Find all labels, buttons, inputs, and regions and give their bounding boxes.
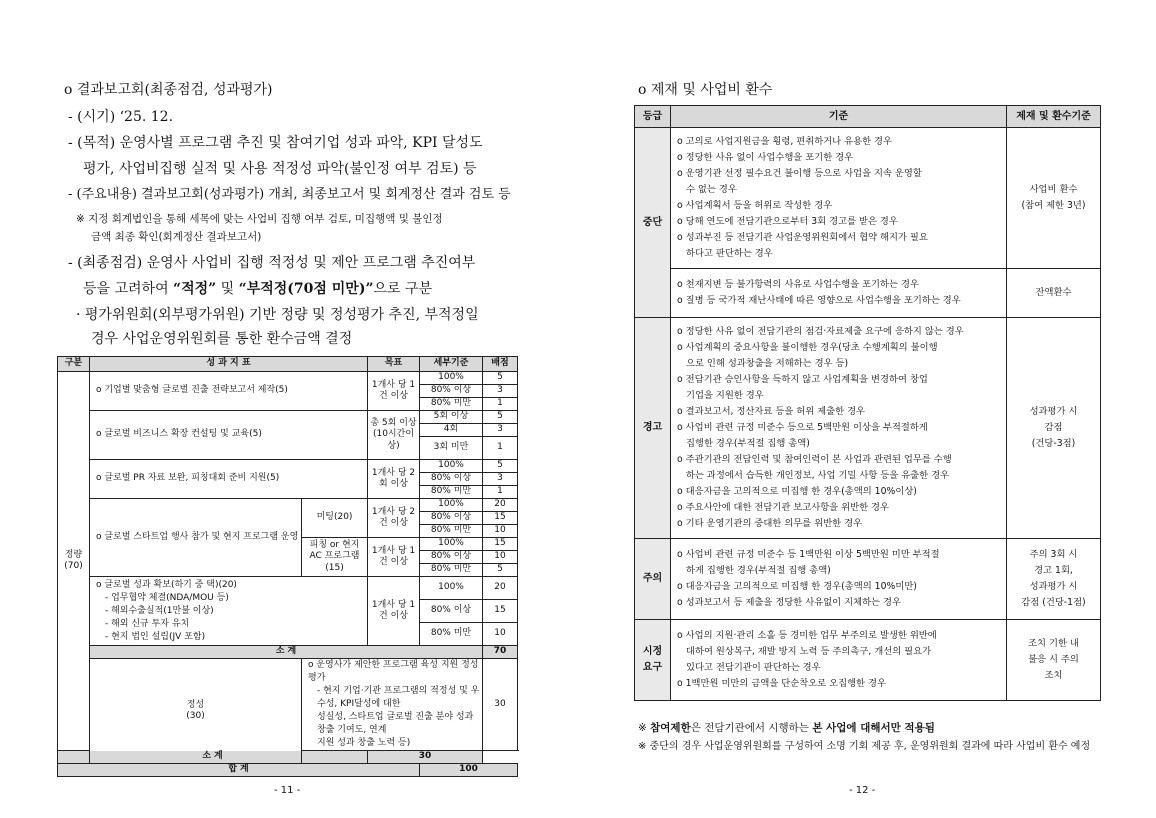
criteria: 80% 미만 — [420, 564, 483, 577]
final-check-text: 으로 구분 — [373, 281, 433, 297]
points: 1 — [483, 398, 518, 411]
note-bold: 참여제한 — [650, 722, 691, 734]
criteria-line: 있다고 전담기관이 판단하는 경우 — [686, 662, 821, 673]
points: 15 — [483, 512, 518, 525]
sanction-line: 감점 (건당-1점) — [1021, 597, 1086, 608]
col-header: 기준 — [671, 106, 1007, 128]
criteria-line: 기업을 지원한 경우 — [686, 390, 764, 401]
grade: 경고 — [635, 318, 671, 539]
indicator: o 글로벌 PR 자료 보완, 피칭대회 준비 지원(5) — [90, 460, 368, 499]
table-header-row — [58, 357, 518, 372]
points: 5 — [483, 411, 518, 424]
content-line: - (주요내용) 결과보고회(성과평가) 개최, 최종보고서 및 회계정산 결과 검토 등 — [68, 187, 511, 202]
eval-line-2: 경우 사업운영위원회를 통한 환수금액 결정 — [91, 331, 353, 347]
subtotal-label: 소 계 — [90, 646, 483, 659]
points: 30 — [483, 659, 518, 751]
criteria-line: o 운영기관 선정 필수요건 불이행 등으로 사업을 지속 운영할 — [677, 168, 922, 179]
purpose-line-2: 평가, 사업비집행 실적 및 사용 적정성 파악(불인정 여부 검토) 등 — [83, 161, 477, 177]
grade: 주의 — [635, 539, 671, 620]
category-label: 정량 — [64, 549, 83, 560]
quant-category — [58, 372, 90, 751]
criteria: 80% 이상 — [420, 600, 483, 623]
criteria-line: 하는 과정에서 습득한 개인정보, 사업 기밀 사항 등을 유출한 경우 — [686, 470, 950, 481]
criteria: 100% — [420, 460, 483, 473]
col-header: 등급 — [635, 106, 671, 128]
criteria-line: o 질병 등 국가적 재난사태에 따른 영향으로 사업수행을 포기하는 경우 — [677, 295, 961, 306]
criteria-line: o 고의로 사업지원금을 횡령, 편취하거나 유용한 경우 — [677, 136, 892, 147]
criteria: 80% 미만 — [420, 525, 483, 538]
target: 1개사 당 2건 이상 — [368, 499, 420, 538]
performance-indicator-table — [57, 356, 518, 777]
sanction-line: (참여 제한 3년) — [1021, 200, 1086, 211]
points: 15 — [483, 600, 518, 623]
criteria-line: o 사업계획의 중요사항을 불이행한 경우(당초 수행계획의 불이행 — [677, 342, 938, 353]
criteria-line: o 사업비 관련 규정 미준수 등 1백만원 이상 5백만원 미만 부적절 — [677, 549, 940, 560]
final-check-line-2 — [83, 279, 432, 299]
col-header: 배점 — [483, 357, 518, 372]
criteria-line: 하게 집행한 경우(부적절 집행 총액) — [686, 565, 831, 576]
criteria: 4회 — [420, 424, 483, 437]
category-label: 정성 — [186, 699, 205, 710]
subtotal-value: 70 — [483, 646, 518, 659]
category-score: (70) — [64, 561, 83, 571]
table-row — [635, 318, 1101, 539]
criteria: 5회 이상 — [420, 411, 483, 424]
criteria-line: o 기타 운영기관의 중대한 의무를 위반한 경우 — [677, 518, 863, 529]
criteria-cell — [671, 318, 1007, 539]
criteria-line: o 전담기관 승인사항을 득하지 않고 사업계획을 변경하여 창업 — [677, 374, 928, 385]
criteria-line: 집행한 경우(부적절 집행 총액) — [686, 438, 810, 449]
criteria-cell — [671, 128, 1007, 269]
note-suspension: ※ 중단의 경우 사업운영위원회를 구성하여 소명 기회 제공 후, 운영위원회 결과에 따라 사업비 환수 예정 — [638, 741, 1091, 752]
points: 5 — [483, 460, 518, 473]
page-number: - 11 - — [274, 785, 301, 796]
note-line-2: 금액 최종 확인(회계정산 결과보고서) — [91, 231, 262, 243]
points: 5 — [483, 564, 518, 577]
sanction-line: 조치 기한 내 — [1028, 638, 1079, 649]
qual-category — [90, 659, 302, 764]
indicator-line: 성실성, 스타트업 글로벌 진출 분야 성과 창출 기여도, 연계 — [317, 712, 474, 735]
final-check-adequate: “적정” — [173, 281, 217, 297]
sub-indicator: 미팅(20) — [302, 499, 368, 538]
indicator: o 기업별 맞춤형 글로벌 진출 전략보고서 제작(5) — [90, 372, 368, 411]
note-bold: 본 사업에 대해서만 적용됨 — [812, 722, 935, 734]
grade: 중단 — [635, 128, 671, 318]
col-header: 제재 및 환수기준 — [1007, 106, 1101, 128]
final-check-text: 등을 고려하여 — [83, 281, 174, 297]
col-header: 세부기준 — [420, 357, 483, 372]
criteria-cell — [671, 620, 1007, 701]
criteria-line: o 대응자금을 고의적으로 미집행 한 경우(총액의 10%미만) — [677, 581, 917, 592]
criteria: 3회 미만 — [420, 437, 483, 460]
sanction-line: 조치 — [1044, 670, 1063, 681]
page-number: - 12 - — [849, 785, 876, 796]
indicator — [90, 577, 368, 646]
points: 3 — [483, 424, 518, 437]
table-row — [635, 128, 1101, 269]
note-participation — [638, 720, 935, 736]
table-row — [635, 620, 1101, 701]
col-header: 성 과 지 표 — [90, 357, 368, 372]
criteria: 80% 미만 — [420, 623, 483, 646]
points: 10 — [483, 551, 518, 564]
sanction-line: 주의 3회 시 — [1029, 549, 1078, 560]
section-heading: o 결과보고회(최종점검, 성과평가) — [64, 82, 273, 98]
points: 3 — [483, 473, 518, 486]
criteria-line: o 주관기관의 전담인력 및 참여인력이 본 사업과 관련된 업무를 수행 — [677, 454, 952, 465]
indicator: o 글로벌 비즈니스 확장 컨설팅 및 교육(5) — [90, 411, 368, 460]
sub-indicator: 피칭 or 현지 AC 프로그램(15) — [302, 538, 368, 577]
criteria: 80% 이상 — [420, 512, 483, 525]
sanction-cell — [1007, 269, 1101, 318]
sanction-line: 감점 — [1044, 422, 1063, 433]
sanction-cell — [1007, 620, 1101, 701]
target: 1개사 당 2회 이상 — [368, 460, 420, 499]
section-heading: o 제재 및 사업비 환수 — [638, 82, 773, 98]
criteria-line: o 당해 연도에 전담기관으로부터 3회 경고를 받은 경우 — [677, 216, 898, 227]
criteria: 80% 이상 — [420, 473, 483, 486]
criteria-line: o 1백만원 미만의 금액을 단순착오로 오집행한 경우 — [677, 678, 886, 689]
grade: 시정 요구 — [635, 620, 671, 701]
purpose-line-1: - (목적) 운영사별 프로그램 추진 및 참여기업 성과 파악, KPI 달성도 — [68, 135, 483, 151]
indicator-line: - 현지 법인 설립(JV 포함) — [105, 631, 206, 642]
indicator-line: o 글로벌 성과 확보(하기 중 택)(20) — [96, 579, 237, 590]
sanction-line: 불응 시 주의 — [1028, 654, 1079, 665]
criteria: 100% — [420, 577, 483, 600]
points: 1 — [483, 437, 518, 460]
total-label: 합 계 — [58, 764, 420, 777]
criteria-line: o 성과보고서 등 제출을 정당한 사유없이 지체하는 경우 — [677, 597, 901, 608]
criteria-line: 하다고 판단하는 경우 — [686, 248, 773, 259]
col-header: 구분 — [58, 357, 90, 372]
sanction-line: (건당-3점) — [1031, 438, 1076, 449]
points: 5 — [483, 372, 518, 385]
indicator-line: - 해외 신규 투자 유치 — [105, 618, 190, 629]
sanction-line: 성과평가 시 — [1029, 581, 1078, 592]
sanction-cell — [1007, 539, 1101, 620]
criteria: 80% 이상 — [420, 551, 483, 564]
target: 1개사 당 1건 이상 — [368, 577, 420, 646]
criteria-line: o 사업의 지원·관리 소홀 등 경미한 업무 부주의로 발생한 위반에 — [677, 630, 937, 641]
indicator-line: 지원 성과 창출 노력 등) — [317, 738, 411, 748]
criteria-line: o 천재지변 등 불가항력의 사유로 사업수행을 포기하는 경우 — [677, 279, 919, 290]
points: 3 — [483, 385, 518, 398]
sanction-line: 잔액환수 — [1035, 287, 1072, 298]
sanction-line: 성과평가 시 — [1029, 406, 1078, 417]
note-text: 은 전담기관에서 시행하는 — [690, 722, 813, 734]
criteria-line: o 사업계획서 등을 허위로 작성한 경우 — [677, 200, 833, 211]
final-check-inadequate: “부적정(70점 미만)” — [238, 281, 374, 297]
criteria-line: 수 없는 경우 — [686, 184, 737, 195]
subtotal-value: 30 — [368, 751, 483, 764]
points: 10 — [483, 623, 518, 646]
sanction-line: 경고 1회, — [1034, 565, 1073, 576]
criteria-line: 대하여 원상복구, 재발 방지 노력 등 주의촉구, 개선의 필요가 — [686, 646, 932, 657]
qual-indicator — [302, 659, 483, 751]
criteria: 100% — [420, 538, 483, 551]
final-check-text: 및 — [216, 281, 239, 297]
sanction-line: 사업비 환수 — [1029, 184, 1078, 195]
indicator-line: - 업무협약 체결(NDA/MOU 등) — [105, 592, 229, 603]
criteria: 100% — [420, 499, 483, 512]
target: 1개사 당 1건 이상 — [368, 538, 420, 577]
criteria-line: 으로 인해 성과창출을 저해하는 경우 등) — [686, 358, 849, 369]
subtotal-label: 소 계 — [58, 751, 368, 764]
indicator-line: o 운영사가 제안한 프로그램 육성 지원 정성평가 — [308, 660, 479, 683]
criteria-line: o 정당한 사유 없이 사업수행을 포기한 경우 — [677, 152, 854, 163]
sanction-cell — [1007, 128, 1101, 269]
table-header-row — [635, 106, 1101, 128]
sanction-table — [634, 105, 1101, 701]
col-header: 목표 — [368, 357, 420, 372]
target: 1개사 당 1건 이상 — [368, 372, 420, 411]
note-line-1: ※ 지정 회계법인을 통해 세목에 맞는 사업비 집행 여부 검토, 미집행액 및 불인정 — [76, 213, 443, 225]
criteria-line: o 주요사안에 대한 전담기관 보고사항을 위반한 경우 — [677, 502, 890, 513]
category-score: (30) — [186, 711, 205, 721]
points: 10 — [483, 525, 518, 538]
points: 20 — [483, 577, 518, 600]
criteria: 80% 미만 — [420, 398, 483, 411]
indicator: o 글로벌 스타트업 행사 참가 및 현지 프로그램 운영 — [90, 499, 302, 577]
note-text: ※ — [638, 722, 651, 734]
sanction-cell — [1007, 318, 1101, 539]
criteria-line: o 대응자금을 고의적으로 미집행 한 경우(총액의 10%이상) — [677, 486, 917, 497]
criteria-line: o 사업비 관련 규정 미준수 등으로 5백만원 이상을 부적절하게 — [677, 422, 928, 433]
table-row — [635, 539, 1101, 620]
final-check-line-1: - (최종점검) 운영사 사업비 집행 적정성 및 제안 프로그램 추진여부 — [68, 255, 476, 271]
criteria-line: o 정당한 사유 없이 전담기관의 점검·자료제출 요구에 응하지 않는 경우 — [677, 326, 964, 337]
indicator-line: - 해외수출실적(1만불 이상) — [105, 605, 214, 616]
points: 15 — [483, 538, 518, 551]
eval-line-1: · 평가위원회(외부평가위원) 기반 정량 및 정성평가 추진, 부적정일 — [76, 307, 479, 323]
schedule-line: - (시기) ‘25. 12. — [68, 109, 174, 125]
table-row — [635, 269, 1101, 318]
criteria: 100% — [420, 372, 483, 385]
target: 총 5회 이상 (10시간이 상) — [368, 411, 420, 460]
total-value: 100 — [420, 764, 518, 777]
criteria-line: o 성과부진 등 전담기관 사업운영위원회에서 협약 해지가 필요 — [677, 232, 928, 243]
points: 1 — [483, 486, 518, 499]
points: 20 — [483, 499, 518, 512]
criteria: 80% 미만 — [420, 486, 483, 499]
indicator-line: - 현지 기업·기관 프로그램의 적정성 및 우수성, KPI달성에 대한 — [317, 686, 480, 709]
criteria-cell — [671, 539, 1007, 620]
criteria-line: o 결과보고서, 정산자료 등을 허위 제출한 경우 — [677, 406, 866, 417]
criteria: 80% 이상 — [420, 385, 483, 398]
criteria-cell — [671, 269, 1007, 318]
